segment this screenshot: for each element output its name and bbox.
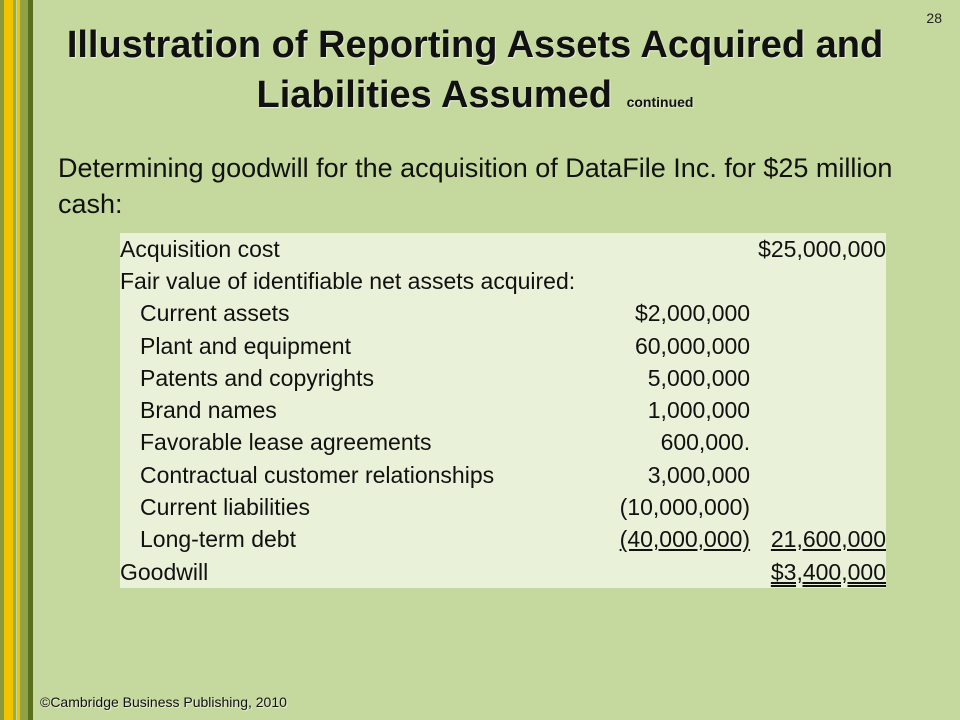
footer-copyright: ©Cambridge Business Publishing, 2010	[40, 694, 287, 710]
row-mid-value: 3,000,000	[647, 461, 751, 488]
table-row	[120, 524, 886, 556]
left-decor-bar	[20, 0, 28, 720]
row-label: Patents and copyrights	[140, 364, 374, 391]
table-row	[120, 556, 886, 588]
table-row	[120, 459, 886, 491]
row-label: Current assets	[140, 300, 290, 327]
table-row	[120, 298, 886, 330]
row-label: Acquisition cost	[120, 235, 280, 262]
left-decor-bar	[28, 0, 33, 720]
row-right-value: $3,400,000	[770, 558, 886, 585]
row-label: Brand names	[140, 397, 277, 424]
slide-title	[40, 20, 910, 127]
table-row	[120, 394, 886, 426]
table-row	[120, 330, 886, 362]
row-mid-value: 5,000,000	[647, 364, 751, 391]
row-mid-value: 600,000.	[660, 429, 751, 456]
row-right-value	[758, 330, 886, 362]
table-row	[120, 491, 886, 523]
row-label: Fair value of identifiable net assets acquired:	[120, 267, 576, 294]
row-mid-value: (40,000,000)	[619, 526, 751, 553]
row-right-value: $25,000,000	[758, 235, 886, 262]
table-row	[120, 233, 886, 265]
row-right-value	[758, 362, 886, 394]
row-label: Contractual customer relationships	[140, 461, 495, 488]
row-right-value	[758, 394, 886, 426]
intro-text: Determining goodwill for the acquisition of DataFile Inc. for $25 million cash:	[58, 153, 893, 219]
row-right-value	[758, 459, 886, 491]
row-mid-value	[581, 233, 758, 265]
row-mid-value: 1,000,000	[647, 397, 751, 424]
row-right-value	[758, 298, 886, 330]
row-mid-value	[581, 556, 758, 588]
row-mid-value: $2,000,000	[634, 300, 751, 327]
left-decor-bar	[13, 0, 16, 720]
slide-title-suffix: continued	[626, 94, 694, 110]
left-decor-bar	[4, 0, 13, 720]
row-mid-value: 60,000,000	[634, 332, 751, 359]
row-label: Goodwill	[120, 558, 209, 585]
row-label: Long-term debt	[140, 526, 296, 553]
row-right-value: 21,600,000	[770, 526, 886, 553]
row-label: Favorable lease agreements	[140, 429, 432, 456]
table-row	[120, 427, 886, 459]
slide-title-text: Illustration of Reporting Assets Acquired and Liabilities Assumed	[66, 24, 884, 116]
row-label: Current liabilities	[140, 494, 311, 521]
slide-number: 28	[926, 10, 942, 26]
table-row	[120, 265, 886, 297]
row-right-value	[758, 427, 886, 459]
row-right-value	[758, 491, 886, 523]
goodwill-statement-table	[120, 233, 886, 588]
row-label: Plant and equipment	[140, 332, 351, 359]
table-row	[120, 362, 886, 394]
row-mid-value: (10,000,000)	[619, 494, 751, 521]
